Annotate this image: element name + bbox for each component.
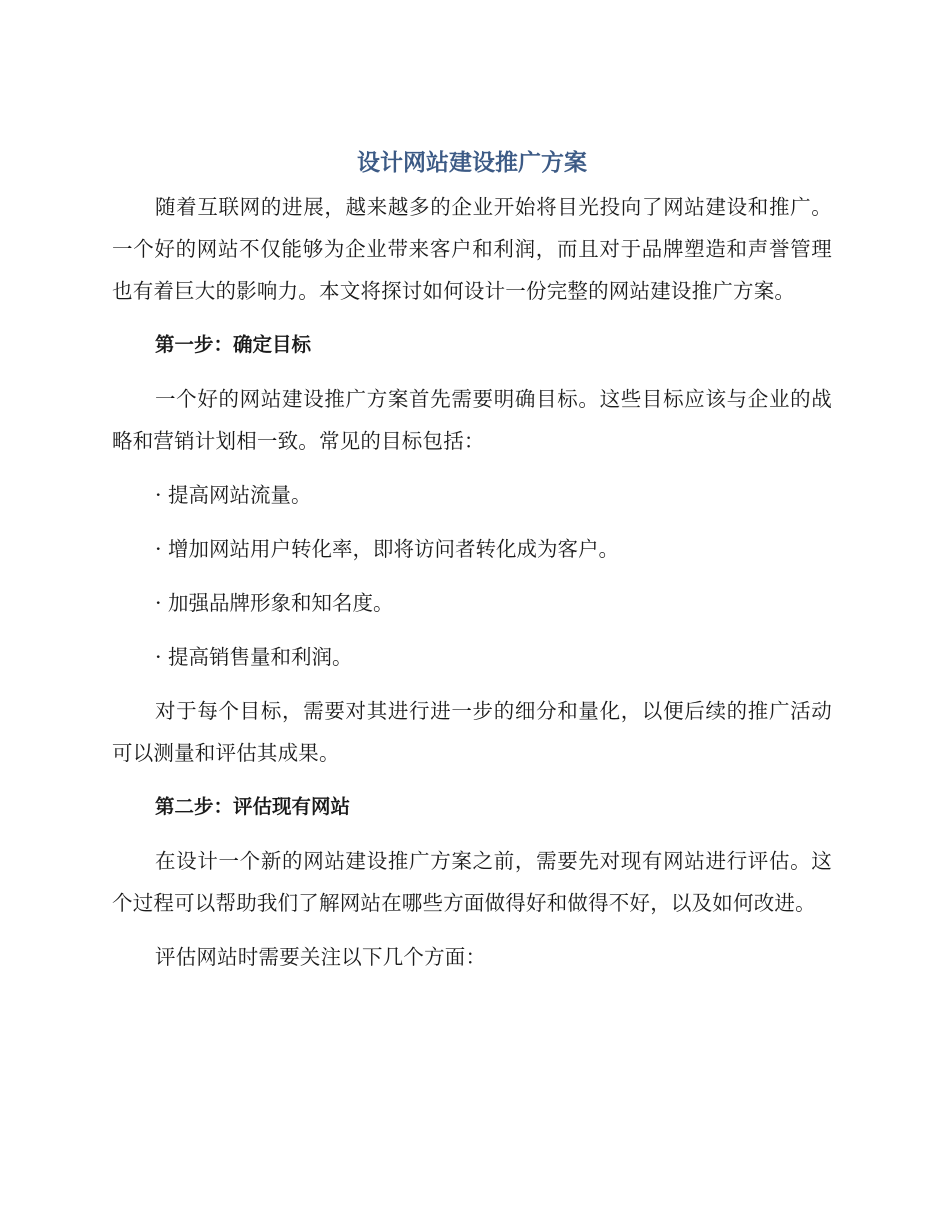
list-item: · 加强品牌形象和知名度。	[155, 591, 394, 615]
document-title: 设计网站建设推广方案	[357, 150, 587, 176]
step2-heading: 第二步：评估现有网站	[155, 795, 351, 818]
step1-heading: 第一步：确定目标	[155, 333, 312, 356]
step2-paragraph-2: 评估网站时需要关注以下几个方面：	[155, 945, 487, 969]
list-item: · 提高销售量和利润。	[155, 645, 353, 669]
intro-paragraph: 随着互联网的进展，越来越多的企业开始将目光投向了网站建设和推广。一个好的网站不仅能够为企业带来客户和利润，而且对于品牌塑造和声誉管理也有着巨大的影响力。本文将探讨如何设计一份完整的网站建设推广方案。	[112, 195, 832, 303]
list-item: · 增加网站用户转化率，即将访问者转化成为客户。	[155, 537, 620, 561]
list-item: · 提高网站流量。	[155, 483, 312, 507]
step1-paragraph: 一个好的网站建设推广方案首先需要明确目标。这些目标应该与企业的战略和营销计划相一致。常见的目标包括：	[112, 387, 832, 453]
step2-paragraph: 在设计一个新的网站建设推广方案之前，需要先对现有网站进行评估。这个过程可以帮助我们了解网站在哪些方面做得好和做得不好，以及如何改进。	[112, 849, 832, 915]
document-page	[112, 140, 832, 978]
step1-closing-paragraph: 对于每个目标，需要对其进行进一步的细分和量化，以便后续的推广活动可以测量和评估其成果。	[112, 699, 832, 765]
